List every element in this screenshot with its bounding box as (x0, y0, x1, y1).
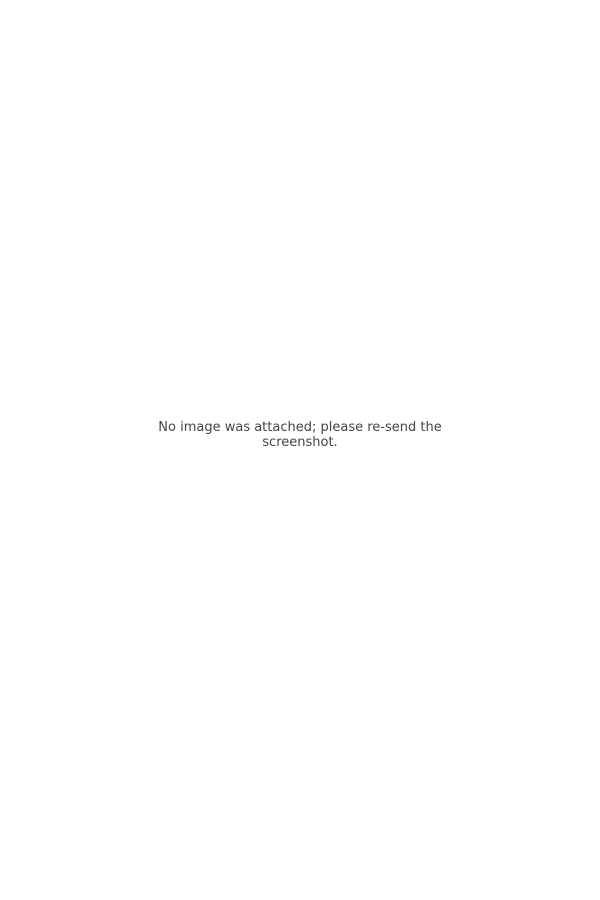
missing-image-note: No image was attached; please re-send the screenshot. (158, 420, 442, 450)
